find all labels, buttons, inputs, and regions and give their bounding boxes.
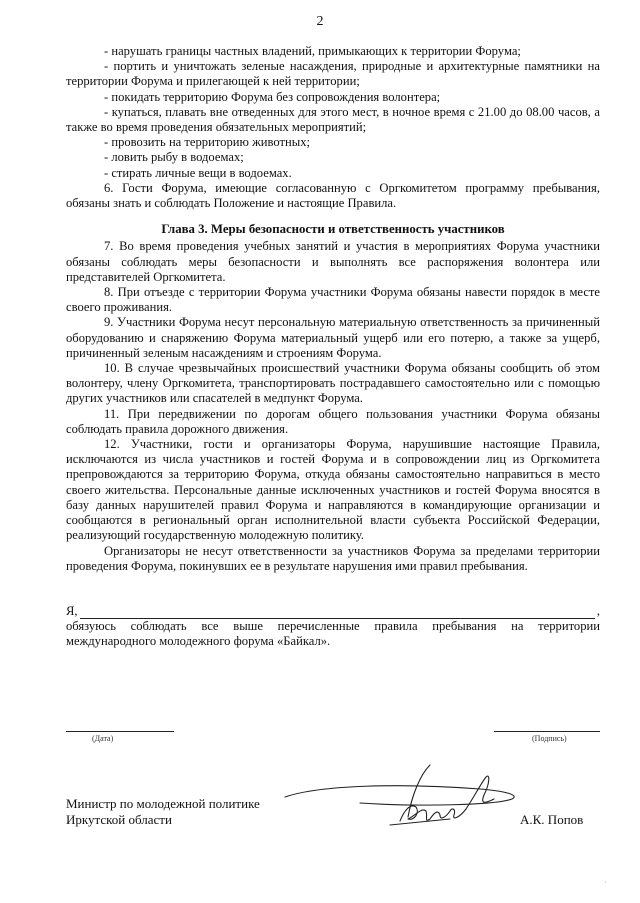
organizers-disclaimer: Организаторы не несут ответственности за участников Форума за пределами территории проведения Форума, покинувших ее в результате нарушения ими правил пребывания.	[66, 543, 600, 573]
date-line[interactable]	[66, 731, 174, 732]
date-caption: (Дата)	[92, 734, 114, 743]
pledge-suffix: ,	[596, 603, 600, 618]
rule-item-12: 12. Участники, гости и организаторы Форума, нарушившие настоящие Правила, исключаются из числа участников и гостей Форума и в сопровождении лиц из Оргкомитета препровождаются за территорию Форума, откуда обязаны самостоятельно направиться в место своего жительства. Персональные данные исключенных участников и гостей Форума вносятся в базу данных нарушителей правил Форума и направляются в командирующие организации и сообщаются в региональный орган исполнительной власти субъекта Российской Федерации, реализующий государственную молодежную политику.	[66, 437, 600, 543]
pledge-prefix: Я,	[66, 603, 78, 618]
rule-item-6: 6. Гости Форума, имеющие согласованную с Оргкомитетом программу пребывания, обязаны знать и соблюдать Положение и настоящие Правила.	[66, 180, 600, 211]
chapter-heading: Глава 3. Меры безопасности и ответственность участников	[161, 222, 505, 237]
bullet-item: - купаться, плавать вне отведенных для этого мест, в ночное время с 21.00 до 08.00 часов, а также во время проведения обязательных мероприятий;	[66, 104, 600, 135]
bullet-item: - провозить на территорию животных;	[104, 135, 311, 150]
bullet-item: - портить и уничтожать зеленые насаждения, природные и архитектурные памятники на территории Форума и прилегающей к ней территории;	[66, 59, 600, 89]
signer-name: А.К. Попов	[520, 812, 584, 827]
scan-mark: ·	[604, 878, 607, 887]
document-body	[66, 44, 600, 650]
rule-item-11: 11. При передвижении по дорогам общего пользования участники Форума обязаны соблюдать правила дорожного движения.	[66, 406, 600, 436]
bullet-item: - стирать личные вещи в водоемах.	[104, 165, 292, 180]
pledge-text: обязуюсь соблюдать все выше перечисленные правила пребывания на территории международного молодежного форума «Байкал».	[66, 619, 600, 649]
bullet-item: - покидать территорию Форума без сопровождения волонтера;	[104, 89, 441, 104]
page-number: 2	[316, 14, 324, 29]
minister-line-2: Иркутской области	[66, 812, 172, 827]
minister-line-1: Министр по молодежной политике	[66, 796, 260, 811]
rule-item-10: 10. В случае чрезвычайных происшествий участники Форума обязаны сообщить об этом волонтеру, члену Оргкомитета, транспортировать пострадавшего самостоятельно или с помощью других участников или спасателей в медпункт Форума.	[66, 361, 600, 406]
name-fill-line[interactable]	[80, 606, 595, 619]
signature-caption: (Подпись)	[532, 734, 567, 743]
bullet-item: - ловить рыбу в водоемах;	[104, 150, 244, 165]
bullet-item: - нарушать границы частных владений, примыкающих к территории Форума;	[104, 44, 521, 58]
rule-item-7: 7. Во время проведения учебных занятий и участия в мероприятиях Форума участники обязаны соблюдать меры безопасности и выполнять все распоряжения волонтера или представителей Оргкомитета.	[66, 239, 600, 284]
handwritten-signature	[280, 755, 525, 835]
rule-item-8: 8. При отъезде с территории Форума участники Форума обязаны навести порядок в месте своего проживания.	[66, 285, 600, 315]
rule-item-9: 9. Участники Форума несут персональную материальную ответственность за причиненный оборудованию и снаряжению Форума материальный ущерб или его потерю, а также за ущерб, причиненный зеленым насаждениям и строениям Форума.	[66, 315, 600, 360]
signature-line[interactable]	[494, 731, 600, 732]
minister-title	[66, 796, 260, 828]
date-signature-row	[66, 731, 600, 755]
pledge-name-field[interactable]	[66, 604, 600, 619]
